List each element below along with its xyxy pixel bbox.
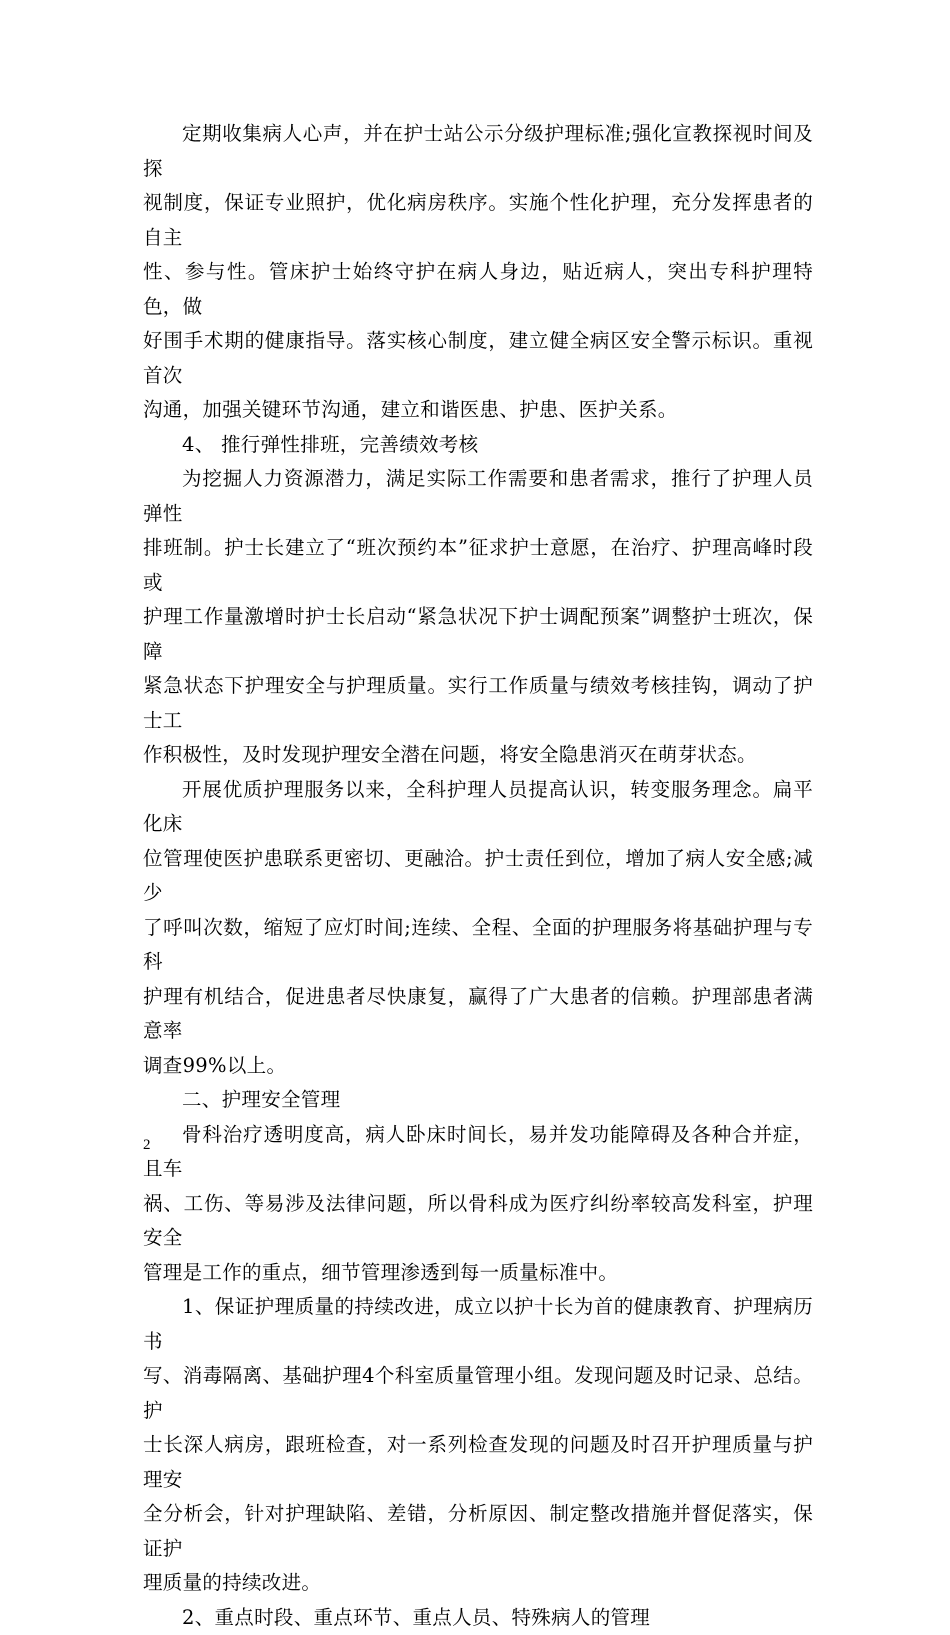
heading-safety-management: 二、护理安全管理: [143, 1083, 813, 1118]
paragraph-flexible-scheduling: 为挖掘人力资源潜力，满足实际工作需要和患者需求，推行了护理人员弹性 排班制。护士长建立了“班次预约本”征求护士意愿，在治疗、护理高峰时段或 护理工作量激增时护士长启动“紧急状况下护士调配预案”调整护士班次，保障 紧急状态下护理安全与护理质量。实行工作质量与绩效考核挂钩，调动了护士工 作积极性，及时发现护理安全潜在问题，将安全隐患消灭在萌芽状态。: [143, 462, 813, 773]
document-body: [143, 117, 813, 1635]
heading-flexible-scheduling: 4、 推行弹性排班，完善绩效考核: [143, 428, 813, 463]
paragraph-orthopedic-risk: 骨科治疗透明度高，病人卧床时间长，易并发功能障碍及各种合并症，且车 祸、工伤、等易涉及法律问题，所以骨科成为医疗纠纷率较高发科室，护理安全 管理是工作的重点，细节管理渗透到每一质量标准中。: [143, 1118, 813, 1291]
heading-key-period-management: 2、重点时段、重点环节、重点人员、特殊病人的管理: [143, 1601, 813, 1635]
paragraph-quality-improvement: 1、保证护理质量的持续改进，成立以护十长为首的健康教育、护理病历书 写、消毒隔离、基础护理4个科室质量管理小组。发现问题及时记录、总结。护 士长深人病房，跟班检查，对一系列检查发现的问题及时召开护理质量与护理安 全分析会，针对护理缺陷、差错，分析原因、制定整改措施并督促落实，保证护 理质量的持续改进。: [143, 1290, 813, 1601]
paragraph-quality-service-results: 开展优质护理服务以来，全科护理人员提高认识，转变服务理念。扁平化床 位管理使医护患联系更密切、更融洽。护士责任到位，增加了病人安全感;减少 了呼叫次数，缩短了应灯时间;连续、全程、全面的护理服务将基础护理与专科 护理有机结合，促进患者尽快康复，赢得了广大患者的信赖。护理部患者满意率 调查99%以上。: [143, 773, 813, 1084]
page-number: 2: [143, 1136, 151, 1154]
paragraph-patient-feedback: 定期收集病人心声，并在护士站公示分级护理标准;强化宣教探视时间及探 视制度，保证专业照护，优化病房秩序。实施个性化护理，充分发挥患者的自主 性、参与性。管床护士始终守护在病人身边，贴近病人，突出专科护理特色，做 好围手术期的健康指导。落实核心制度，建立健全病区安全警示标识。重视首次 沟通，加强关键环节沟通，建立和谐医患、护患、医护关系。: [143, 117, 813, 428]
